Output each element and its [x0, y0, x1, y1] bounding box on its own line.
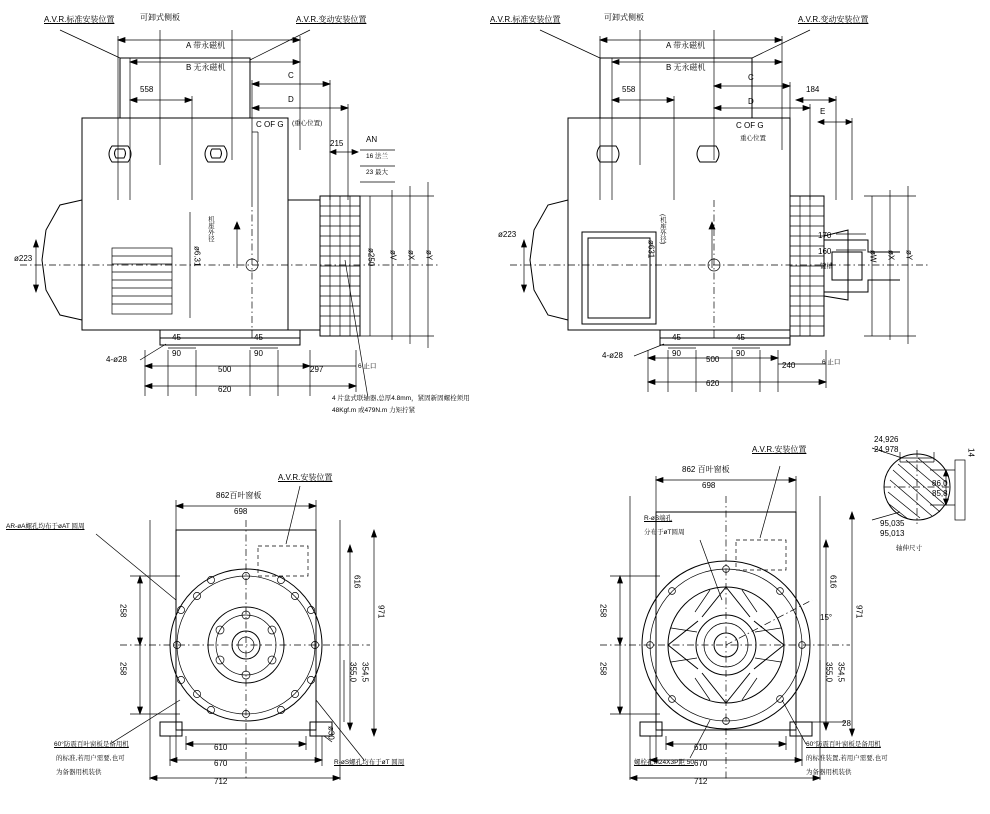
dim-dY-left: øY	[424, 250, 434, 261]
dim-dX-right: øX	[886, 250, 896, 261]
dim-95013-shaft: 95,013	[880, 529, 905, 538]
dim-45b-left: 45	[254, 333, 263, 342]
label-avr-alt-position-right: A.V.R.变动安装位置	[798, 15, 869, 24]
dim-500-left: 500	[218, 365, 232, 374]
dim-558-left: 558	[140, 85, 154, 94]
dim-d250-left: ø250	[366, 248, 376, 267]
dim-355-0-br: 355,0	[824, 662, 834, 683]
label-avr-alt-position-left: A.V.R.变动安装位置	[296, 15, 367, 24]
label-frame-od-right: (机座外径)	[658, 214, 666, 245]
dim-6-spigot-left: 6 止口	[358, 363, 377, 370]
dim-d30-bl: ø30	[326, 726, 336, 740]
dim-354-5-br: 354,5	[836, 662, 846, 683]
dim-160-right: 160	[818, 247, 832, 256]
dim-698-br: 698	[702, 481, 716, 490]
dim-C-left: C	[288, 71, 294, 80]
dim-dY-right: øY	[904, 250, 914, 261]
dim-90b-left: 90	[254, 349, 263, 358]
label-shaft-extension-dims: 轴伸尺寸	[896, 545, 922, 552]
dim-14-shaft: 14	[966, 448, 976, 457]
note-louver-bl-2: 的标准,若用户需要,也可	[56, 755, 125, 762]
label-avr-standard-position-left: A.V.R.标准安装位置	[44, 15, 115, 24]
dim-558-right: 558	[622, 85, 636, 94]
dim-D-left: D	[288, 95, 294, 104]
dim-610-bl: 610	[214, 743, 228, 752]
dim-215-left: 215	[330, 139, 344, 148]
dim-258a-bl: 258	[118, 604, 128, 618]
dim-258a-br: 258	[598, 604, 608, 618]
dim-45a-right: 45	[672, 333, 681, 342]
dim-90a-right: 90	[672, 349, 681, 358]
dim-45a-left: 45	[172, 333, 181, 342]
dim-170-right: 170	[818, 231, 832, 240]
dim-E-right: E	[820, 107, 826, 116]
dim-610-br: 610	[694, 743, 708, 752]
dim-616-bl: 616	[352, 575, 362, 589]
dim-620-left: 620	[218, 385, 232, 394]
dim-184-right: 184	[806, 85, 820, 94]
label-avr-standard-position-right: A.V.R.标准安装位置	[490, 15, 561, 24]
note-louver-br-1: 60°防震百叶窗板是备用机	[806, 741, 881, 748]
label-keyway-right: 键槽	[820, 263, 833, 270]
label-avr-mount-position-bl: A.V.R.安装位置	[278, 473, 333, 482]
note-bolt-M24-br: 螺栓孔M24X3P距 50	[634, 759, 694, 766]
dim-670-bl: 670	[214, 759, 228, 768]
dim-d631-left: ø6.31	[192, 246, 202, 267]
dim-4xd28-left: 4-ø28	[106, 355, 127, 364]
dim-d631-right: ø631	[646, 240, 656, 259]
dim-971-bl: 971	[376, 605, 386, 619]
dim-D-right: D	[748, 97, 754, 106]
dim-712-br: 712	[694, 777, 708, 786]
dim-45b-right: 45	[736, 333, 745, 342]
dim-d223-right: ø223	[498, 230, 517, 239]
dim-240-right: 240	[782, 361, 796, 370]
note-louver-bl-1: 60°防震百叶窗板是备用机	[54, 741, 129, 748]
label-frame-od-left: 机座外径	[206, 216, 214, 242]
note-louver-br-2: 的标准装置,若用户需要,也可	[806, 755, 888, 762]
dim-355-0-bl: 355,0	[348, 662, 358, 683]
dim-28-br: 28	[842, 719, 851, 728]
dim-258b-bl: 258	[118, 662, 128, 676]
note-R-holes-br-1: R-øS端孔	[644, 515, 673, 522]
note-louver-br-3: 为备器用机装供	[806, 769, 852, 776]
dim-16-flange-left: 16 法兰	[366, 153, 389, 160]
label-removable-side-panel-left: 可卸式侧板	[140, 13, 180, 22]
dim-B-without-pmg-left: B 无永磁机	[186, 63, 226, 72]
dim-d223-left: ø223	[14, 254, 33, 263]
dim-6-spigot-right: 6 止口	[822, 359, 841, 366]
label-cofg-left: C OF G	[256, 120, 284, 129]
dim-670-br: 670	[694, 759, 708, 768]
label-removable-side-panel-right: 可卸式侧板	[604, 13, 644, 22]
label-cofg-cn-right: 重心位置	[740, 135, 766, 142]
dim-4xd28-right: 4-ø28	[602, 351, 623, 360]
dim-620-right: 620	[706, 379, 720, 388]
note-R-holes-bl: R-øS螺孔均布于øT 圆周	[334, 759, 405, 766]
dim-500-right: 500	[706, 355, 720, 364]
label-cofg-cn-left: (重心位置)	[292, 120, 323, 127]
label-cofg-right: C OF G	[736, 121, 764, 130]
dim-A-with-pmg-right: A 带永磁机	[666, 41, 706, 50]
dim-24926-shaft: 24,926	[874, 435, 899, 444]
dim-858-shaft: 85,8	[932, 489, 948, 498]
dim-dX-left: øX	[406, 250, 416, 261]
dim-90b-right: 90	[736, 349, 745, 358]
dim-C-right: C	[748, 73, 754, 82]
dim-860-shaft: 86,0	[932, 479, 948, 488]
dim-B-without-pmg-right: B 无永磁机	[666, 63, 706, 72]
note-coupling-line1: 4 片盘式联轴器,总厚4.8mm，紧固新固螺栓须用	[332, 395, 470, 402]
dim-971-br: 971	[854, 605, 864, 619]
dim-AN-left: AN	[366, 135, 378, 144]
dim-862-louver-bl: 862百叶窗板	[216, 491, 262, 500]
dim-862-louver-br: 862 百叶窗板	[682, 465, 730, 474]
label-avr-mount-position-br: A.V.R.安装位置	[752, 445, 807, 454]
note-AR-holes-bl: AR-øA螺孔均布于øAT 圆周	[6, 523, 85, 530]
dim-15deg-br: 15°	[820, 613, 833, 622]
dim-24978-shaft: 24,978	[874, 445, 899, 454]
dim-90a-left: 90	[172, 349, 181, 358]
dim-258b-br: 258	[598, 662, 608, 676]
dim-dW-right: øW	[868, 250, 878, 263]
dim-23-max-left: 23 最大	[366, 169, 389, 176]
dim-354-5-bl: 354,5	[360, 662, 370, 683]
note-R-holes-br-2: 分布于øT圆周	[644, 529, 685, 536]
dim-95035-shaft: 95,035	[880, 519, 905, 528]
note-louver-bl-3: 为备器用机装供	[56, 769, 102, 776]
dim-698-bl: 698	[234, 507, 248, 516]
dim-712-bl: 712	[214, 777, 228, 786]
dim-A-with-pmg-left: A 带永磁机	[186, 41, 226, 50]
note-coupling-line2: 48Kgf.m 或479N.m 力矩拧紧	[332, 407, 416, 414]
dim-616-br: 616	[828, 575, 838, 589]
dim-dV-left: øV	[388, 250, 398, 261]
dim-297-left: 297	[310, 365, 324, 374]
